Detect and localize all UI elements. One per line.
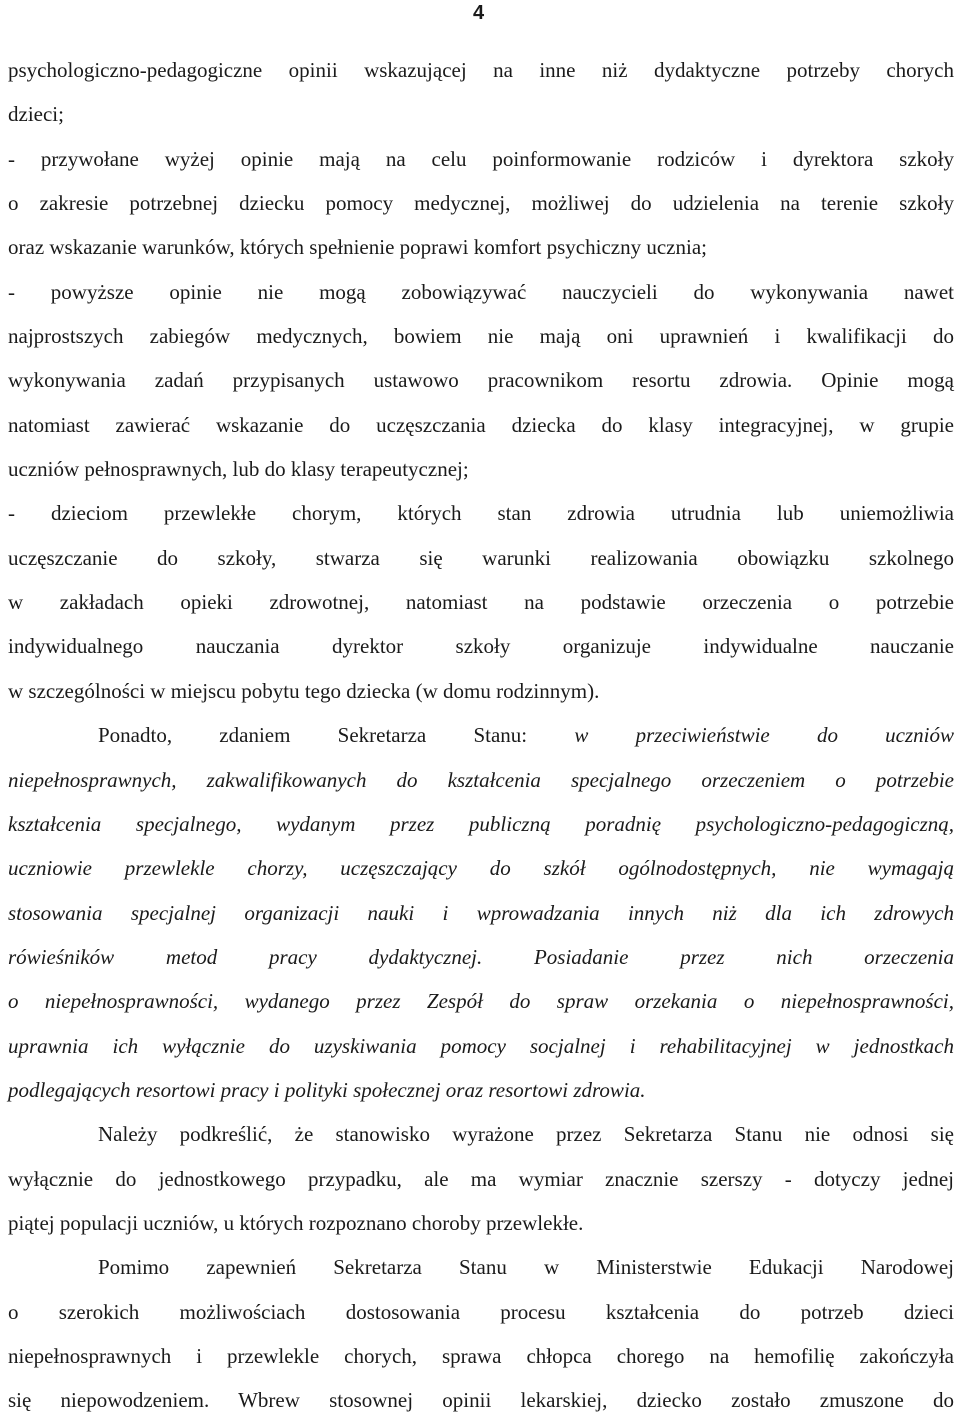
text-line: uczniowie przewlekle chorzy, uczęszczający do szkół ogólnodostępnych, nie wymagają	[8, 856, 954, 881]
text-line: podlegających resortowi pracy i polityki społecznej oraz resortowi zdrowia.	[8, 1077, 646, 1102]
text-line: dzieci;	[8, 102, 64, 127]
text-line: rówieśników metod pracy dydaktycznej. Posiadanie przez nich orzeczenia	[8, 944, 954, 969]
text-line: najprostszych zabiegów medycznych, bowiem nie mają oni uprawnień i kwalifikacji do	[8, 324, 954, 349]
text-line: w szczególności w miejscu pobytu tego dziecka (w domu rodzinnym).	[8, 678, 600, 703]
text-line: indywidualnego nauczania dyrektor szkoły organizuje indywidualne nauczanie	[8, 634, 954, 659]
page-number: 4	[473, 2, 485, 24]
text-line: niepełnosprawnych, zakwalifikowanych do kształcenia specjalnego orzeczeniem o potrzebie	[8, 767, 954, 792]
text-line: wyłącznie do jednostkowego przypadku, ale ma wymiar znacznie szerszy - dotyczy jednej	[8, 1166, 954, 1191]
text-normal-part: Ponadto, zdaniem Sekretarza Stanu:	[98, 723, 528, 748]
text-line: się niepowodzeniem. Wbrew stosownej opinii lekarskiej, dziecko zostało zmuszone do	[8, 1388, 954, 1413]
text-line-mixed	[8, 713, 954, 757]
text-line: uprawnia ich wyłącznie do uzyskiwania pomocy socjalnej i rehabilitacyjnej w jednostkach	[8, 1033, 954, 1058]
text-line: - przywołane wyżej opinie mają na celu poinformowanie rodziców i dyrektora szkoły	[8, 146, 954, 171]
text-italic-part: w przeciwieństwie do uczniów	[574, 723, 954, 748]
text-line: psychologiczno-pedagogiczne opinii wskazującej na inne niż dydaktyczne potrzeby chorych	[8, 58, 954, 82]
text-line: wykonywania zadań przypisanych ustawowo pracownikom resortu zdrowia. Opinie mogą	[8, 368, 954, 393]
text-line: o zakresie potrzebnej dziecku pomocy medycznej, możliwej do udzielenia na terenie szkoły	[8, 191, 954, 216]
text-line: - dzieciom przewlekłe chorym, których stan zdrowia utrudnia lub uniemożliwia	[8, 501, 954, 526]
text-line: o szerokich możliwościach dostosowania procesu kształcenia do potrzeb dzieci	[8, 1299, 954, 1324]
text-line: stosowania specjalnej organizacji nauki i wprowadzania innych niż dla ich zdrowych	[8, 900, 954, 925]
text-line: uczęszczanie do szkoły, stwarza się warunki realizowania obowiązku szkolnego	[8, 545, 954, 570]
text-line: oraz wskazanie warunków, których spełnienie poprawi komfort psychiczny ucznia;	[8, 235, 707, 260]
text-line: Pomimo zapewnień Sekretarza Stanu w Ministerstwie Edukacji Narodowej	[98, 1255, 954, 1280]
text-line: natomiast zawierać wskazanie do uczęszczania dziecka do klasy integracyjnej, w grupie	[8, 412, 954, 437]
text-line: w zakładach opieki zdrowotnej, natomiast na podstawie orzeczenia o potrzebie	[8, 590, 954, 615]
body-text	[8, 48, 954, 1423]
text-line: - powyższe opinie nie mogą zobowiązywać nauczycieli do wykonywania nawet	[8, 279, 954, 304]
text-line: niepełnosprawnych i przewlekle chorych, sprawa chłopca chorego na hemofilię zakończyła	[8, 1343, 954, 1368]
text-line: piątej populacji uczniów, u których rozpoznano choroby przewlekłe.	[8, 1210, 584, 1235]
text-line: kształcenia specjalnego, wydanym przez publiczną poradnię psychologiczno-pedagogiczną,	[8, 811, 954, 836]
text-line: o niepełnosprawności, wydanego przez Zespół do spraw orzekania o niepełnosprawności,	[8, 989, 954, 1014]
text-line: Należy podkreślić, że stanowisko wyrażone przez Sekretarza Stanu nie odnosi się	[98, 1122, 954, 1147]
text-line: uczniów pełnosprawnych, lub do klasy terapeutycznej;	[8, 457, 469, 482]
